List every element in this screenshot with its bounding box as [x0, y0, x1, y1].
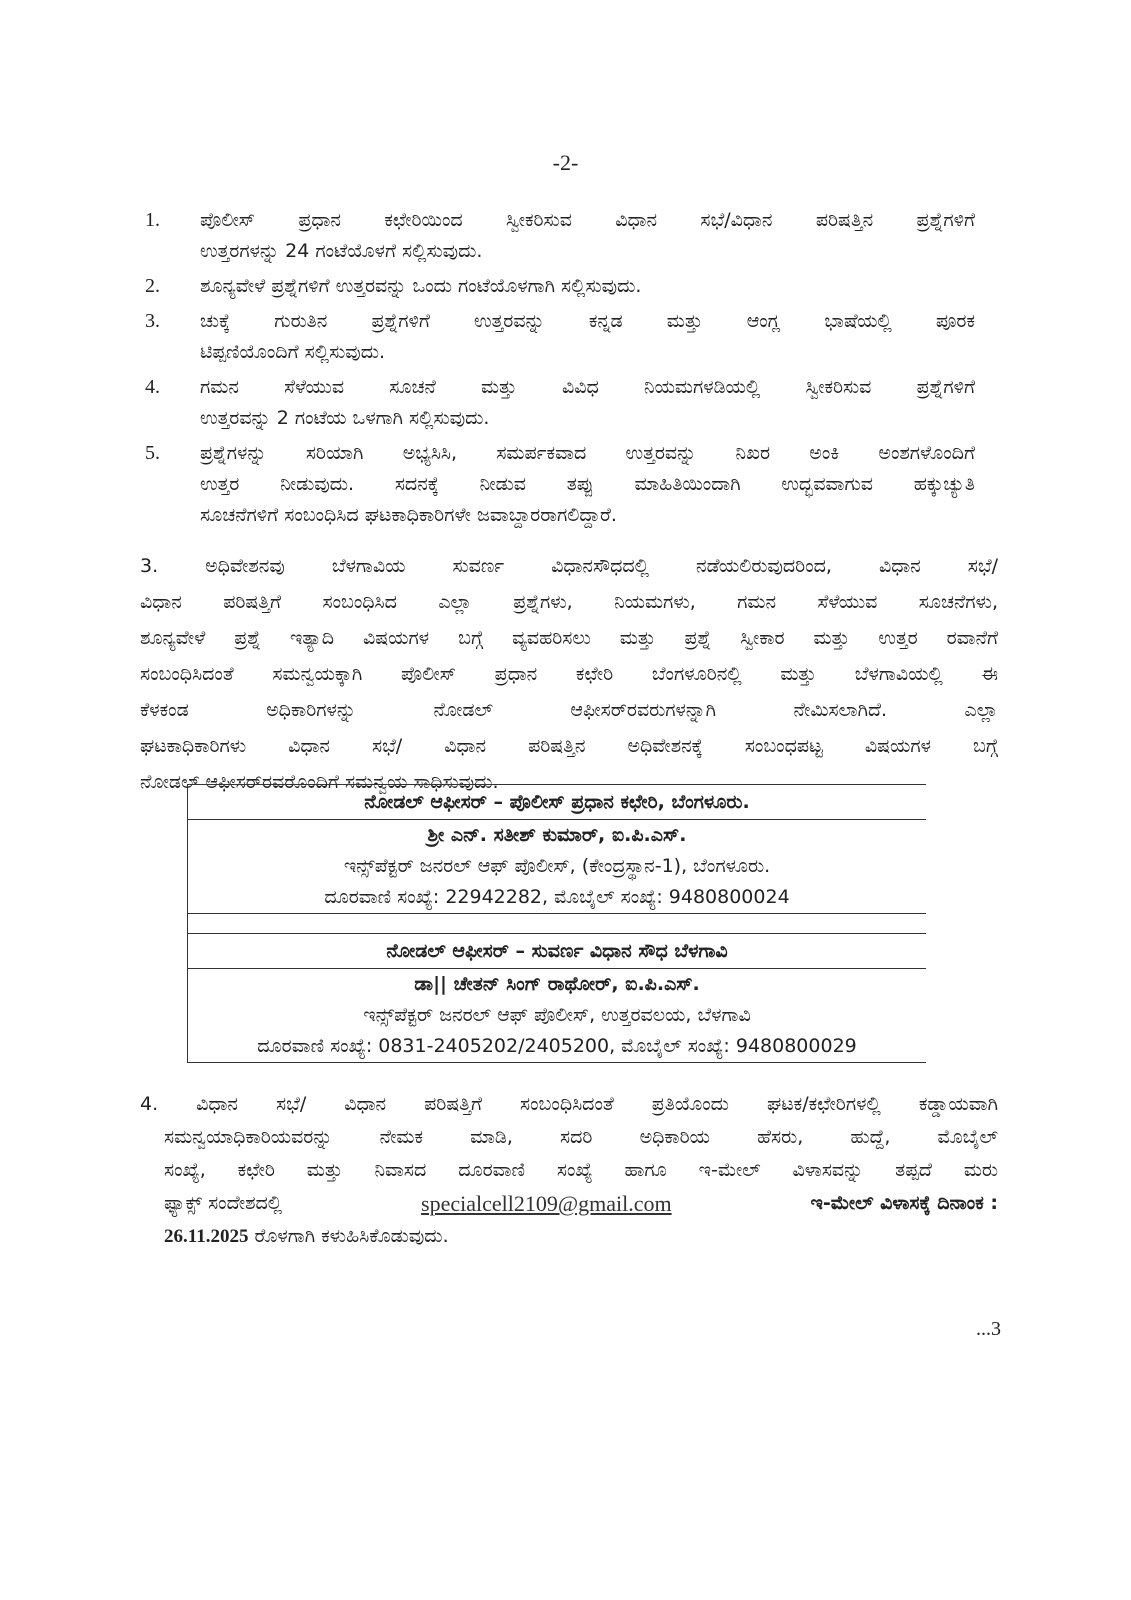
para3-line: ಸಂಬಂಧಿಸಿದಂತೆ ಸಮನ್ವಯಕ್ಕಾಗಿ ಪೊಲೀಸ್ ಪ್ರಧಾನ ಕಛೇರಿ ಬೆಂಗಳೂರಿನಲ್ಲಿ ಮತ್ತು ಬೆಳಗಾವಿಯಲ್ಲಿ ಈ: [140, 663, 998, 685]
officer-designation: ಇನ್ಸ್‌ಪೆಕ್ಟರ್ ಜನರಲ್ ಆಫ್ ಪೊಲೀಸ್, (ಕೇಂದ್ರಸ್ಥಾನ-1), ಬೆಂಗಳೂರು.: [343, 855, 771, 877]
paragraph-3: [140, 548, 998, 800]
nodal-officer-bengaluru: [188, 820, 926, 914]
list-number: 5.: [145, 442, 160, 464]
officer-contact: ದೂರವಾಣಿ ಸಂಖ್ಯೆ: 0831-2405202/2405200, ಮೊಬೈಲ್ ಸಂಖ್ಯೆ: 9480800029: [257, 1035, 857, 1057]
nodal-officer-table: [187, 784, 926, 1063]
para4-line: ಸಂಖ್ಯೆ, ಕಛೇರಿ ಮತ್ತು ನಿವಾಸದ ದೂರವಾಣಿ ಸಂಖ್ಯೆ ಹಾಗೂ ಇ-ಮೇಲ್ ವಿಳಾಸವನ್ನು ತಪ್ಪದೆ ಮರು: [164, 1159, 998, 1181]
list-number: 3.: [145, 310, 160, 332]
list-item-line: ಟಿಪ್ಪಣಿಯೊಂದಿಗೆ ಸಲ್ಲಿಸುವುದು.: [200, 341, 386, 363]
nodal-heading-bengaluru: ನೋಡಲ್ ಆಫೀಸರ್ – ಪೊಲೀಸ್ ಪ್ರಧಾನ ಕಛೇರಿ, ಬೆಂಗಳೂರು.: [188, 785, 926, 820]
text: ಫ್ಯಾಕ್ಸ್ ಸಂದೇಶದಲ್ಲಿ: [164, 1192, 283, 1214]
list-item-line: ಪ್ರಶ್ನೆಗಳನ್ನು ಸರಿಯಾಗಿ ಅಭ್ಯಸಿಸಿ, ಸಮರ್ಪಕವಾದ ಉತ್ತರವನ್ನು ನಿಖರ ಅಂಕಿ ಅಂಶಗಳೊಂದಿಗೆ: [200, 442, 975, 464]
nodal-heading-belagavi: ನೋಡಲ್ ಆಫೀಸರ್ – ಸುವರ್ಣ ವಿಧಾನ ಸೌಧ ಬೆಳಗಾವಿ: [188, 934, 926, 969]
list-number: 1.: [145, 209, 160, 231]
deadline-date: 26.11.2025: [164, 1226, 249, 1247]
list-item-line: ಗಮನ ಸೆಳೆಯುವ ಸೂಚನೆ ಮತ್ತು ವಿವಿಧ ನಿಯಮಗಳಡಿಯಲ್ಲಿ ಸ್ವೀಕರಿಸುವ ಪ್ರಶ್ನೆಗಳಿಗೆ: [200, 376, 975, 398]
para3-line: ಶೂನ್ಯವೇಳೆ ಪ್ರಶ್ನೆ ಇತ್ಯಾದಿ ವಿಷಯಗಳ ಬಗ್ಗೆ ವ್ಯವಹರಿಸಲು ಮತ್ತು ಪ್ರಶ್ನೆ ಸ್ವೀಕಾರ ಮತ್ತು ಉತ್ತರ ರವಾನೆಗೆ: [140, 627, 998, 649]
list-item: [145, 205, 975, 267]
officer-name: ಡಾ|| ಚೇತನ್ ಸಿಂಗ್ ರಾಥೋರ್, ಐ.ಪಿ.ಎಸ್.: [414, 973, 700, 995]
list-item-line: ಉತ್ತರಗಳನ್ನು 24 ಗಂಟೆಯೊಳಗೆ ಸಲ್ಲಿಸುವುದು.: [200, 240, 483, 262]
para4-line: ಸಮನ್ವಯಾಧಿಕಾರಿಯವರನ್ನು ನೇಮಕ ಮಾಡಿ, ಸದರಿ ಅಧಿಕಾರಿಯ ಹೆಸರು, ಹುದ್ದೆ, ಮೊಬೈಲ್: [164, 1126, 998, 1148]
list-item-line: ಉತ್ತರ ನೀಡುವುದು. ಸದನಕ್ಕೆ ನೀಡುವ ತಪ್ಪು ಮಾಹಿತಿಯಿಂದಾಗಿ ಉದ್ಭವವಾಗುವ ಹಕ್ಕುಚ್ಯುತಿ: [200, 473, 975, 495]
para3-line: ಘಟಕಾಧಿಕಾರಿಗಳು ವಿಧಾನ ಸಭೆ/ ವಿಧಾನ ಪರಿಷತ್ತಿನ ಅಧಿವೇಶನಕ್ಕೆ ಸಂಬಂಧಪಟ್ಟ ವಿಷಯಗಳ ಬಗ್ಗೆ: [140, 735, 998, 757]
table-spacer: [188, 914, 926, 934]
continuation-marker: ...3: [976, 1318, 1001, 1340]
para4-line: [140, 1187, 998, 1220]
list-number: 2.: [145, 275, 160, 297]
page-number: -2-: [552, 150, 579, 175]
para4-line: 4. ವಿಧಾನ ಸಭೆ/ ವಿಧಾನ ಪರಿಷತ್ತಿಗೆ ಸಂಬಂಧಿಸಿದಂತೆ ಪ್ರತಿಯೊಂದು ಘಟಕ/ಕಛೇರಿಗಳಲ್ಲಿ ಕಡ್ಡಾಯವಾಗಿ: [140, 1093, 998, 1115]
list-item: [145, 271, 975, 302]
email-link[interactable]: specialcell2109@gmail.com: [421, 1191, 672, 1216]
para4-line: [140, 1220, 998, 1253]
list-item-line: ಶೂನ್ಯವೇಳೆ ಪ್ರಶ್ನೆಗಳಿಗೆ ಉತ್ತರವನ್ನು ಒಂದು ಗಂಟೆಯೊಳಗಾಗಿ ಸಲ್ಲಿಸುವುದು.: [200, 275, 642, 297]
list-item: [145, 372, 975, 434]
officer-designation: ಇನ್ಸ್‌ಪೆಕ್ಟರ್ ಜನರಲ್ ಆಫ್ ಪೊಲೀಸ್, ಉತ್ತರವಲಯ, ಬೆಳಗಾವಿ: [363, 1004, 751, 1026]
list-number: 4.: [145, 376, 160, 398]
para3-line: ಕೆಳಕಂಡ ಅಧಿಕಾರಿಗಳನ್ನು ನೋಡಲ್ ಆಫೀಸರ್‌ರವರುಗಳನ್ನಾಗಿ ನೇಮಿಸಲಾಗಿದೆ. ಎಲ್ಲಾ: [140, 699, 998, 721]
para3-line: ನೋಡಲ್ ಆಫೀಸರ್‌ರವರೊಂದಿಗೆ ಸಮನ್ವಯ ಸಾಧಿಸುವುದು.: [140, 771, 499, 793]
nodal-officer-belagavi: [188, 969, 926, 1062]
list-item-line: ಪೊಲೀಸ್ ಪ್ರಧಾನ ಕಛೇರಿಯಿಂದ ಸ್ವೀಕರಿಸುವ ವಿಧಾನ ಸಭೆ/ವಿಧಾನ ಪರಿಷತ್ತಿನ ಪ್ರಶ್ನೆಗಳಿಗೆ: [200, 209, 975, 231]
officer-contact: ದೂರವಾಣಿ ಸಂಖ್ಯೆ: 22942282, ಮೊಬೈಲ್ ಸಂಖ್ಯೆ: 9480800024: [324, 886, 790, 908]
list-item: [145, 306, 975, 368]
text: ಇ-ಮೇಲ್ ವಿಳಾಸಕ್ಕೆ ದಿನಾಂಕ :: [810, 1192, 998, 1214]
para3-line: 3. ಅಧಿವೇಶನವು ಬೆಳಗಾವಿಯ ಸುವರ್ಣ ವಿಧಾನಸೌಧದಲ್ಲಿ ನಡೆಯಲಿರುವುದರಿಂದ, ವಿಧಾನ ಸಭೆ/: [140, 555, 998, 577]
para3-line: ವಿಧಾನ ಪರಿಷತ್ತಿಗೆ ಸಂಬಂಧಿಸಿದ ಎಲ್ಲಾ ಪ್ರಶ್ನೆಗಳು, ನಿಯಮಗಳು, ಗಮನ ಸೆಳೆಯುವ ಸೂಚನೆಗಳು,: [140, 591, 998, 613]
list-item: [145, 438, 975, 531]
officer-name: ಶ್ರೀ ಎನ್. ಸತೀಶ್ ಕುಮಾರ್, ಐ.ಪಿ.ಎಸ್.: [427, 824, 687, 846]
list-item-line: ಸೂಚನೆಗಳಿಗೆ ಸಂಬಂಧಿಸಿದ ಘಟಕಾಧಿಕಾರಿಗಳೇ ಜವಾಬ್ದಾರರಾಗಲಿದ್ದಾರೆ.: [200, 504, 617, 526]
list-item-line: ಉತ್ತರವನ್ನು 2 ಗಂಟೆಯ ಒಳಗಾಗಿ ಸಲ್ಲಿಸುವುದು.: [200, 407, 490, 429]
list-item-line: ಚುಕ್ಕೆ ಗುರುತಿನ ಪ್ರಶ್ನೆಗಳಿಗೆ ಉತ್ತರವನ್ನು ಕನ್ನಡ ಮತ್ತು ಆಂಗ್ಲ ಭಾಷೆಯಲ್ಲಿ ಪೂರಕ: [200, 310, 975, 332]
paragraph-4: [140, 1088, 998, 1253]
text: ರೊಳಗಾಗಿ ಕಳುಹಿಸಿಕೊಡುವುದು.: [254, 1225, 449, 1247]
